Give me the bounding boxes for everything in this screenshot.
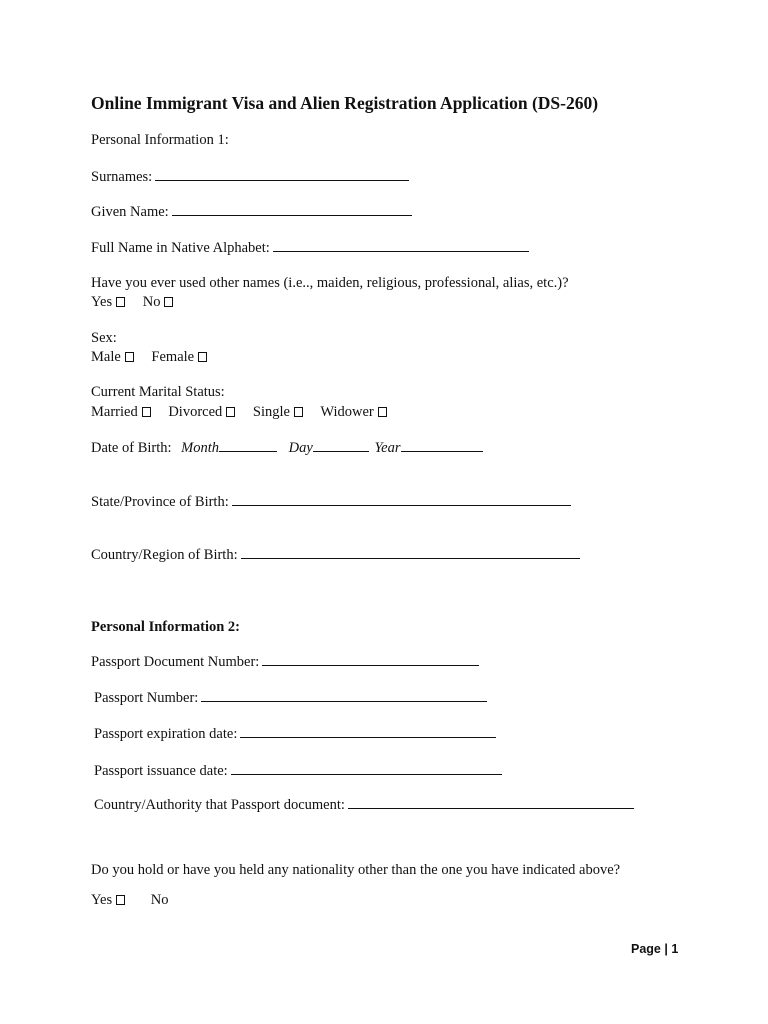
footer-separator: | [664,942,668,956]
marital-status-label: Current Marital Status: [91,384,225,400]
dob-month-field[interactable] [219,438,277,452]
date-of-birth-label: Date of Birth: [91,440,172,456]
other-names-question: Have you ever used other names (i.e.., maiden, religious, professional, alias, etc.)? [91,275,569,291]
other-names-no-checkbox[interactable] [164,297,173,307]
passport-expiration-row [94,724,496,743]
section-heading-personal-2: Personal Information 2: [91,619,241,635]
passport-number-field[interactable] [201,688,487,702]
female-label: Female [151,349,195,365]
state-of-birth-label: State/Province of Birth: [91,494,229,510]
male-label: Male [91,349,121,365]
single-label: Single [252,404,290,420]
sex-options [91,348,207,366]
other-names-options [91,293,173,311]
other-nationality-options [91,891,168,909]
surnames-field[interactable] [155,167,409,181]
section-heading-personal-1: Personal Information 1: [91,132,229,148]
married-checkbox[interactable] [142,407,151,417]
sex-label: Sex: [91,330,117,346]
marital-status-options [91,403,387,421]
dob-year-field[interactable] [401,438,483,452]
other-nationality-no-label: No [150,892,169,908]
divorced-label: Divorced [168,404,223,420]
given-name-field[interactable] [172,202,412,216]
surnames-label: Surnames: [91,169,153,185]
passport-document-number-row [91,652,479,671]
native-name-row [91,238,529,257]
passport-document-number-label: Passport Document Number: [91,654,260,670]
passport-authority-label: Country/Authority that Passport document: [94,797,345,813]
male-checkbox[interactable] [125,352,134,362]
dob-year-label: Year [374,440,401,456]
country-of-birth-label: Country/Region of Birth: [91,547,238,563]
passport-number-row [94,688,487,707]
passport-issuance-row [94,761,502,780]
native-name-field[interactable] [273,238,529,252]
form-title: Online Immigrant Visa and Alien Registration Application (DS-260) [91,93,599,113]
state-of-birth-row [91,492,571,511]
female-checkbox[interactable] [198,352,207,362]
passport-issuance-field[interactable] [231,761,502,775]
native-name-label: Full Name in Native Alphabet: [91,240,270,256]
widower-checkbox[interactable] [378,407,387,417]
surnames-row [91,167,409,186]
other-names-yes-checkbox[interactable] [116,297,125,307]
date-of-birth-row [91,438,483,457]
single-checkbox[interactable] [294,407,303,417]
given-name-label: Given Name: [91,204,169,220]
passport-expiration-field[interactable] [240,724,496,738]
passport-authority-row [94,795,634,814]
other-names-yes-label: Yes [91,294,113,310]
state-of-birth-field[interactable] [232,492,571,506]
passport-number-label: Passport Number: [94,690,199,706]
passport-issuance-label: Passport issuance date: [94,763,228,779]
dob-day-field[interactable] [313,438,369,452]
passport-expiration-label: Passport expiration date: [94,726,238,742]
country-of-birth-field[interactable] [241,545,580,559]
passport-document-number-field[interactable] [262,652,479,666]
footer-page-number: 1 [671,942,679,956]
married-label: Married [91,404,138,420]
dob-day-label: Day [288,440,313,456]
country-of-birth-row [91,545,580,564]
footer-page-label: Page [631,942,661,956]
other-nationality-yes-label: Yes [91,892,113,908]
divorced-checkbox[interactable] [226,407,235,417]
dob-month-label: Month [181,440,220,456]
other-nationality-question: Do you hold or have you held any nationality other than the one you have indicated above? [91,862,621,878]
page-footer [631,942,678,956]
widower-label: Widower [320,404,374,420]
other-names-no-label: No [142,294,161,310]
given-name-row [91,202,412,221]
other-nationality-yes-checkbox[interactable] [116,895,125,905]
passport-authority-field[interactable] [348,795,634,809]
